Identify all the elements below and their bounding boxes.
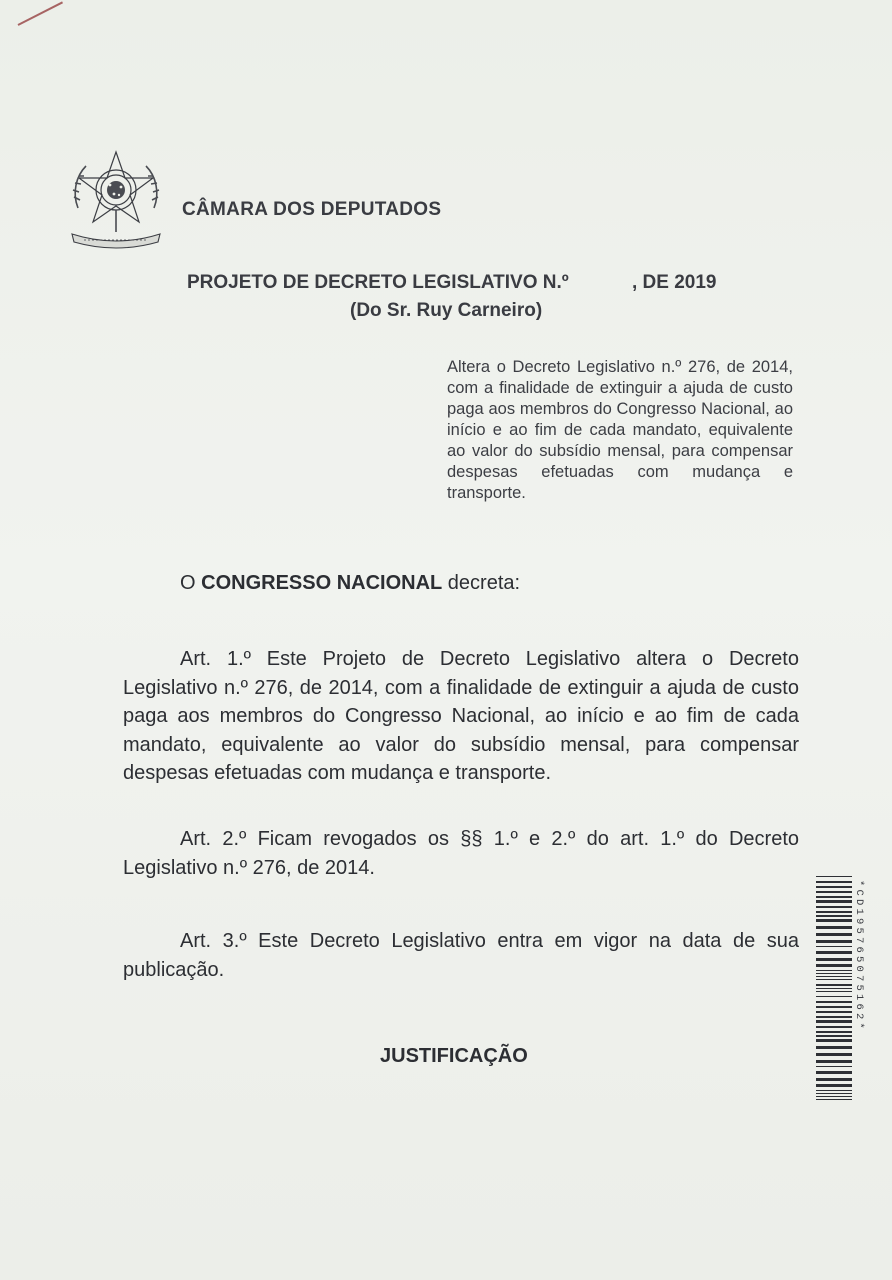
article-2: Art. 2.º Ficam revogados os §§ 1.º e 2.º do art. 1.º do Decreto Legislativo n.º 276, de 2014. — [123, 828, 799, 879]
institution-name: CÂMARA DOS DEPUTADOS — [182, 199, 442, 220]
article-1: Art. 1.º Este Projeto de Decreto Legislativo altera o Decreto Legislativo n.º 276, de 2014, com a finalidade de extinguir a ajuda de custo paga aos membros do Congresso Nacional, ao início e ao fim de cada mandato, equivalente ao valor do subsídio mensal, para compensar despesas efetuadas com mudança e transporte. — [123, 648, 799, 784]
bill-author: (Do Sr. Ruy Carneiro) — [350, 300, 543, 321]
pen-mark — [18, 1, 63, 25]
bill-summary: Altera o Decreto Legislativo n.º 276, de 2014, com a finalidade de extinguir a ajuda de custo paga aos membros do Congresso Nacional, ao início e ao fim de cada mandato, equivalente ao valor do subsídio mensal, para compensar despesas efetuadas com mudança e transporte. — [447, 358, 793, 502]
section-heading: JUSTIFICAÇÃO — [380, 1045, 528, 1067]
enacting-body-name: CONGRESSO NACIONAL — [201, 572, 443, 594]
barcode — [816, 876, 852, 1104]
enacting-suffix: decreta: — [442, 572, 521, 594]
coat-of-arms-icon — [66, 148, 166, 254]
article-3: Art. 3.º Este Decreto Legislativo entra em vigor na data de sua publicação. — [123, 930, 799, 981]
bill-label: PROJETO DE DECRETO LEGISLATIVO N.º — [187, 272, 569, 293]
enacting-prefix: O — [180, 572, 202, 594]
enacting-clause — [180, 569, 780, 598]
bill-year: , DE 2019 — [632, 272, 717, 293]
barcode-code: *CD195765075162* — [853, 880, 865, 1033]
